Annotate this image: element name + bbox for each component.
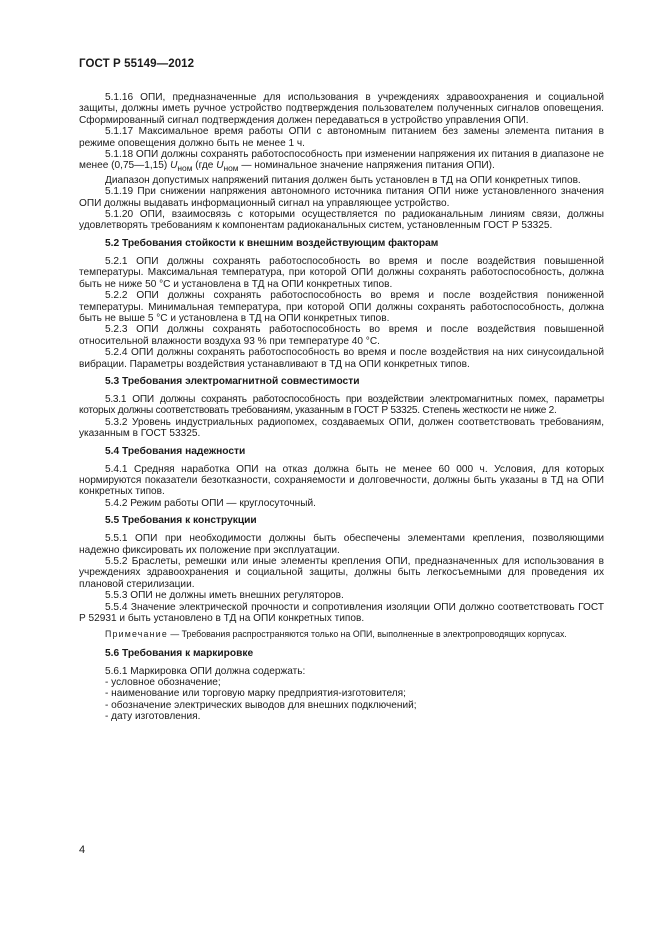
section-5-4-heading: 5.4 Требования надежности xyxy=(105,445,246,457)
clause-5-4-2: 5.4.2 Режим работы ОПИ — круглосуточный. xyxy=(105,497,316,509)
clause-5-2-3: 5.2.3 ОПИ должны сохранять работоспособность во время и после воздействия повышенной относительной влажности воздуха 93 % при температуре 40 °С. xyxy=(79,324,604,347)
clause-5-1-16: 5.1.16 ОПИ, предназначенные для использования в учреждениях здравоохранения и социальной защиты, должны иметь ручное устройство подтверждения пользователем полученных сигналов оповещения. Сформированный сигнал подтверждения должен передаваться в устройство управления ОПИ. xyxy=(79,92,604,126)
note-text: — Требования распространяются только на ОПИ, выполненные в электропроводящих корпусах. xyxy=(167,629,567,640)
clause-5-1-19: 5.1.19 При снижении напряжения автономного источника питания ОПИ ниже установленного значения ОПИ должны выдавать информационный сигнал на управляющее устройство. xyxy=(79,186,604,209)
clause-5-1-20: 5.1.20 ОПИ, взаимосвязь с которыми осуществляется по радиоканальным линиям связи, должны удовлетворять требованиям к компонентам радиоканальных систем, установленным ГОСТ Р 53325. xyxy=(79,209,604,232)
clause-5-1-18 xyxy=(79,149,604,175)
clause-5-1-18-text-c: — номинальное значение напряжения питания ОПИ). xyxy=(238,160,495,172)
clause-5-5-4: 5.5.4 Значение электрической прочности и сопротивления изоляции ОПИ должно соответствовать ГОСТ Р 52931 и быть установлено в ТД на ОПИ конкретных типов. xyxy=(79,601,604,625)
clause-5-1-18-range: Диапазон допустимых напряжений питания должен быть установлен в ТД на ОПИ конкретных типов. xyxy=(105,174,581,186)
voltage-subscript: ном xyxy=(177,163,193,174)
clause-5-2-4: 5.2.4 ОПИ должны сохранять работоспособность во время и после воздействия на них синусоидальной вибрации. Параметры воздействия устанавливают в ТД на ОПИ конкретных типов. xyxy=(79,347,604,370)
clause-5-1-18-text-a: 5.1.18 ОПИ должны сохранять работоспособность при изменении напряжения их питания в диапазоне не менее (0,75—1,15) xyxy=(79,149,604,172)
note xyxy=(79,629,604,639)
clause-5-4-1: 5.4.1 Средняя наработка ОПИ на отказ должна быть не менее 60 000 ч. Условия, для которых нормируются показатели безотказности, сохраняемости и долговечности, должны быть указаны в ТД на ОПИ конкретных типов. xyxy=(79,463,604,498)
voltage-subscript-2: ном xyxy=(223,163,239,174)
clause-5-2-2: 5.2.2 ОПИ должны сохранять работоспособность во время и после воздействия пониженной температуры. Минимальная температура, при которой ОПИ должны сохранять работоспособность, должна быть не выше 5 °С и установлена в ТД на ОПИ конкретных типов. xyxy=(79,290,604,324)
section-5-3-heading: 5.3 Требования электромагнитной совместимости xyxy=(105,375,360,387)
document-header: ГОСТ Р 55149—2012 xyxy=(79,58,195,70)
clause-5-5-3: 5.5.3 ОПИ не должны иметь внешних регуляторов. xyxy=(105,590,344,602)
voltage-symbol-2: U xyxy=(216,160,224,172)
list-item: - условное обозначение; xyxy=(105,677,221,689)
clause-5-5-2: 5.5.2 Браслеты, ремешки или иные элементы крепления ОПИ, предназначенных для использования в учреждениях здравоохранения и социальной защиты, должны быть легкосъемными для проведения их плановой стерилизации. xyxy=(79,556,604,590)
page-number: 4 xyxy=(79,844,86,856)
list-item: - обозначение электрических выводов для внешних подключений; xyxy=(105,699,417,711)
clause-5-2-1: 5.2.1 ОПИ должны сохранять работоспособность во время и после воздействия повышенной температуры. Максимальная температура, при которой ОПИ должны сохранять работоспособность, должна быть не ниже 50 °С и установлена в ТД на ОПИ конкретных типов. xyxy=(79,255,604,290)
section-5-2-heading: 5.2 Требования стойкости к внешним воздействующим факторам xyxy=(105,237,439,249)
clause-5-1-17: 5.1.17 Максимальное время работы ОПИ с автономным питанием без замены элемента питания в режиме оповещения должно быть не менее 1 ч. xyxy=(79,126,604,149)
list-item: - дату изготовления. xyxy=(105,711,201,723)
clause-5-3-2: 5.3.2 Уровень индустриальных радиопомех, создаваемых ОПИ, должен соответствовать требованиям, указанным в ГОСТ 53325. xyxy=(79,416,604,440)
clause-5-3-1: 5.3.1 ОПИ должны сохранять работоспособность при воздействии электромагнитных помех, параметры которых должны соответствовать требованиям, указанным в ГОСТ Р 53325. Степень жесткости не ниже 2. xyxy=(79,393,604,417)
clause-5-1-18-text-b: (где xyxy=(192,160,217,172)
section-5-6-heading: 5.6 Требования к маркировке xyxy=(105,647,254,659)
voltage-symbol: U xyxy=(170,160,178,172)
list-item: - наименование или торговую марку предприятия-изготовителя; xyxy=(105,688,406,700)
document-body xyxy=(79,92,604,723)
clause-5-6-1: 5.6.1 Маркировка ОПИ должна содержать: xyxy=(105,665,306,677)
clause-5-5-1: 5.5.1 ОПИ при необходимости должны быть обеспечены элементами крепления, позволяющими надежно фиксировать их положение при эксплуатации. xyxy=(79,533,604,556)
section-5-5-heading: 5.5 Требования к конструкции xyxy=(105,515,257,527)
note-label: Примечание xyxy=(105,629,168,640)
